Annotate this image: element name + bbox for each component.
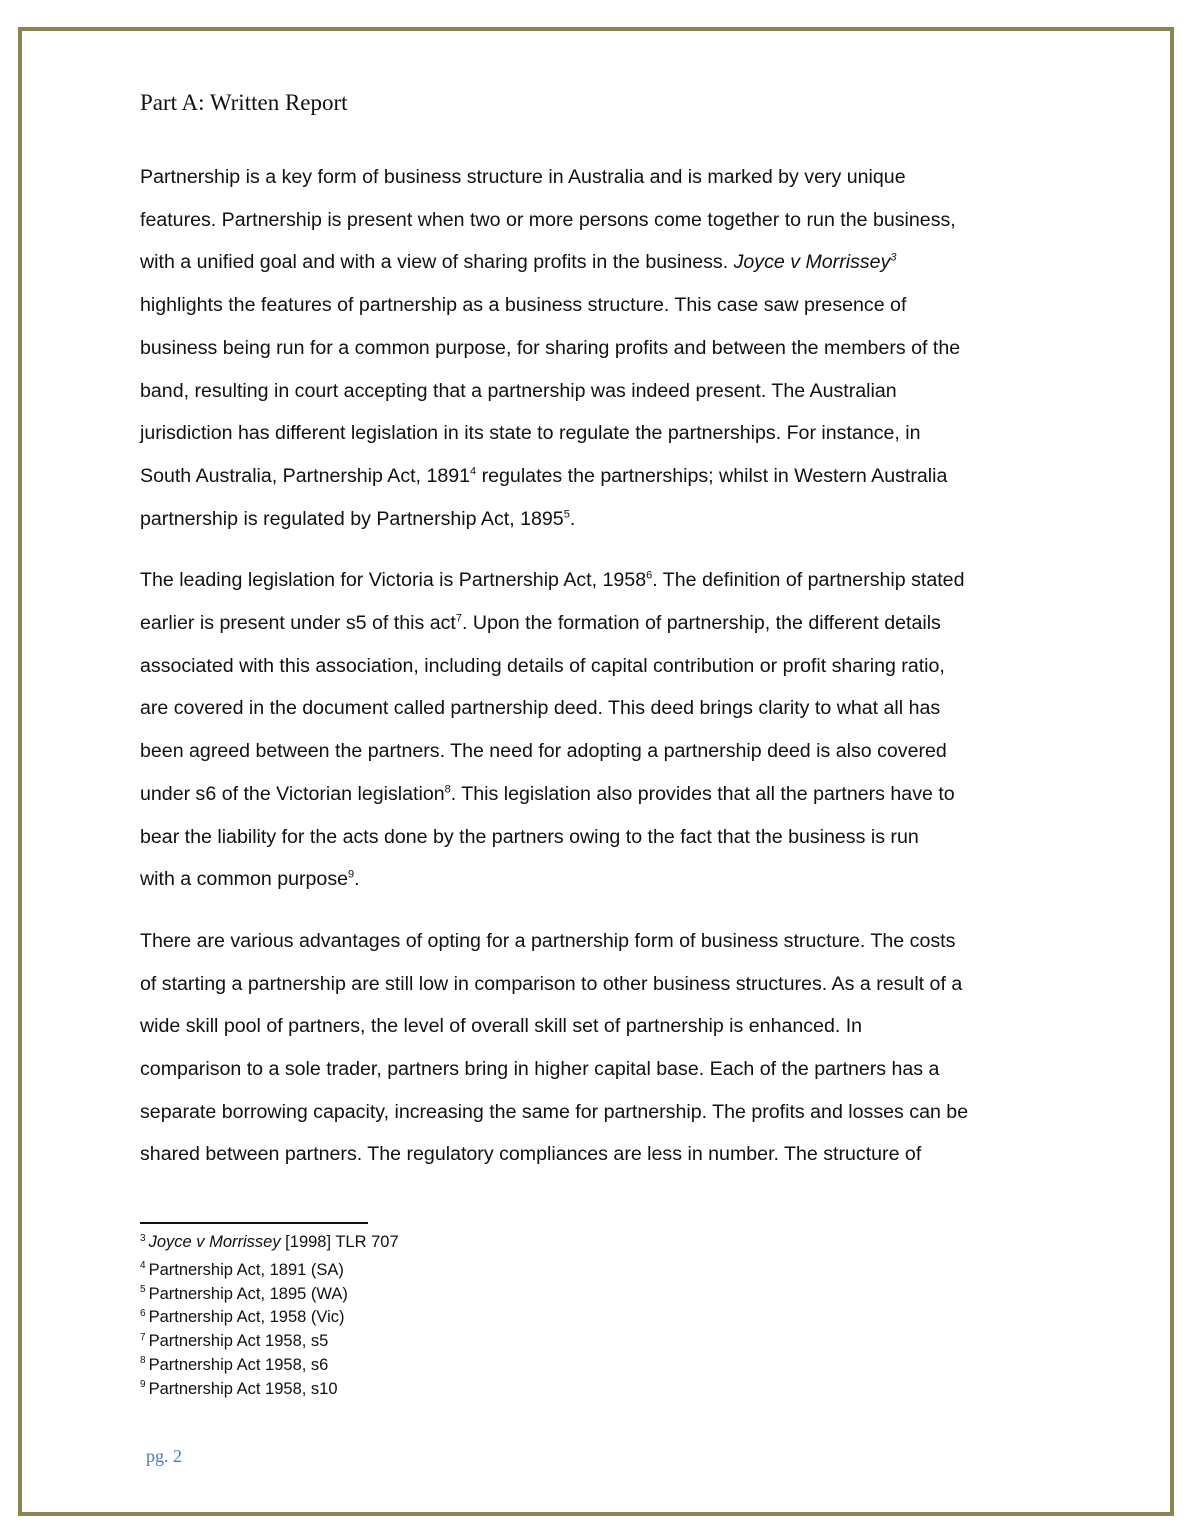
text-line bbox=[140, 455, 1052, 498]
text-run: . Upon the formation of partnership, the different details bbox=[461, 612, 941, 635]
text-line: highlights the features of partnership as a business structure. This case saw presence of bbox=[140, 294, 907, 317]
footnote-number: 3 bbox=[140, 1232, 146, 1244]
footnote-8 bbox=[140, 1354, 1040, 1378]
footnote-text: Partnership Act, 1958 (Vic) bbox=[148, 1308, 345, 1327]
footnote-3 bbox=[140, 1231, 1040, 1255]
section-heading: Part A: Written Report bbox=[140, 90, 348, 115]
footnote-ref-8[interactable]: 8 bbox=[444, 783, 451, 796]
text-line: bear the liability for the acts done by the partners owing to the fact that the business is run bbox=[140, 825, 919, 848]
text-run: . The definition of partnership stated bbox=[652, 569, 965, 592]
footnote-number: 6 bbox=[140, 1307, 146, 1319]
text-line: associated with this association, including details of capital contribution or profit sharing ratio, bbox=[140, 654, 945, 677]
text-run: with a unified goal and with a view of sharing profits in the business. bbox=[140, 251, 734, 274]
footnote-ref-9[interactable]: 9 bbox=[348, 868, 355, 881]
footnote-ref-6[interactable]: 6 bbox=[646, 569, 653, 582]
footnote-4 bbox=[140, 1259, 1040, 1283]
text-line: Partnership is a key form of business structure in Australia and is marked by very unique bbox=[140, 166, 906, 188]
text-line: comparison to a sole trader, partners bring in higher capital base. Each of the partners has a bbox=[140, 1058, 940, 1081]
footnote-text: Partnership Act 1958, s5 bbox=[148, 1332, 329, 1351]
text-line: been agreed between the partners. The need for adopting a partnership deed is also covered bbox=[140, 740, 947, 763]
text-line: wide skill pool of partners, the level of overall skill set of partnership is enhanced. In bbox=[140, 1015, 863, 1038]
text-line: band, resulting in court accepting that a partnership was indeed present. The Australian bbox=[140, 379, 897, 402]
text-line: features. Partnership is present when two or more persons come together to run the business, bbox=[140, 208, 956, 231]
footnote-separator bbox=[140, 1222, 368, 1224]
footnotes bbox=[140, 1231, 1040, 1402]
footnote-ref-5[interactable]: 5 bbox=[563, 508, 570, 521]
footnote-ref-3[interactable]: 3 bbox=[890, 251, 897, 264]
footnote-6 bbox=[140, 1306, 1040, 1330]
footnote-ref-4[interactable]: 4 bbox=[470, 465, 477, 478]
text-run: The leading legislation for Victoria is Partnership Act, 1958 bbox=[140, 569, 647, 592]
text-run: partnership is regulated by Partnership Act, 1895 bbox=[140, 507, 564, 530]
text-line bbox=[140, 241, 1052, 284]
text-line: business being run for a common purpose, for sharing profits and between the members of the bbox=[140, 336, 961, 359]
footnote-text: Partnership Act, 1895 (WA) bbox=[148, 1284, 348, 1303]
page-number: pg. 2 bbox=[146, 1446, 182, 1466]
text-line bbox=[140, 602, 1052, 645]
text-line bbox=[140, 559, 1052, 602]
footnote-7 bbox=[140, 1330, 1040, 1354]
text-line: jurisdiction has different legislation in its state to regulate the partnerships. For instance, in bbox=[140, 422, 921, 445]
footnote-number: 4 bbox=[140, 1260, 146, 1272]
footnote-5 bbox=[140, 1283, 1040, 1307]
footnote-text: Partnership Act, 1891 (SA) bbox=[148, 1260, 344, 1279]
footnote-text: Partnership Act 1958, s10 bbox=[148, 1379, 338, 1398]
footnote-9 bbox=[140, 1378, 1040, 1402]
text-run: with a common purpose bbox=[140, 868, 349, 891]
text-run: . bbox=[569, 507, 576, 530]
footnote-number: 8 bbox=[140, 1355, 146, 1367]
footnote-case-name: Joyce v Morrissey bbox=[148, 1233, 281, 1251]
text-run: . bbox=[354, 868, 360, 891]
text-run: under s6 of the Victorian legislation bbox=[140, 782, 445, 805]
text-run: South Australia, Partnership Act, 1891 bbox=[140, 464, 471, 487]
text-line bbox=[140, 858, 1052, 901]
paragraph-3 bbox=[140, 920, 1052, 1176]
text-run: earlier is present under s5 of this act bbox=[140, 612, 456, 635]
text-line bbox=[140, 498, 1052, 541]
paragraph-1 bbox=[140, 156, 1052, 540]
text-line: of starting a partnership are still low in comparison to other business structures. As a result of a bbox=[140, 972, 963, 995]
body-content bbox=[140, 86, 1052, 1195]
text-line: separate borrowing capacity, increasing the same for partnership. The profits and losses can be bbox=[140, 1100, 969, 1123]
footnote-number: 9 bbox=[140, 1379, 146, 1391]
footnote-text: [1998] TLR 707 bbox=[280, 1233, 399, 1251]
paragraph-2 bbox=[140, 559, 1052, 901]
text-line bbox=[140, 773, 1052, 816]
footnote-text: Partnership Act 1958, s6 bbox=[148, 1355, 329, 1374]
case-citation: Joyce v Morrissey bbox=[733, 251, 891, 274]
footnote-number: 7 bbox=[140, 1331, 146, 1343]
text-run: regulates the partnerships; whilst in Western Australia bbox=[476, 464, 948, 487]
text-line: There are various advantages of opting for a partnership form of business structure. The costs bbox=[140, 929, 956, 952]
footnote-number: 5 bbox=[140, 1284, 146, 1296]
text-line: are covered in the document called partnership deed. This deed brings clarity to what all has bbox=[140, 697, 941, 720]
text-line: shared between partners. The regulatory compliances are less in number. The structure of bbox=[140, 1143, 922, 1166]
footnote-ref-7[interactable]: 7 bbox=[455, 612, 462, 625]
text-run: . This legislation also provides that all the partners have to bbox=[450, 782, 955, 805]
